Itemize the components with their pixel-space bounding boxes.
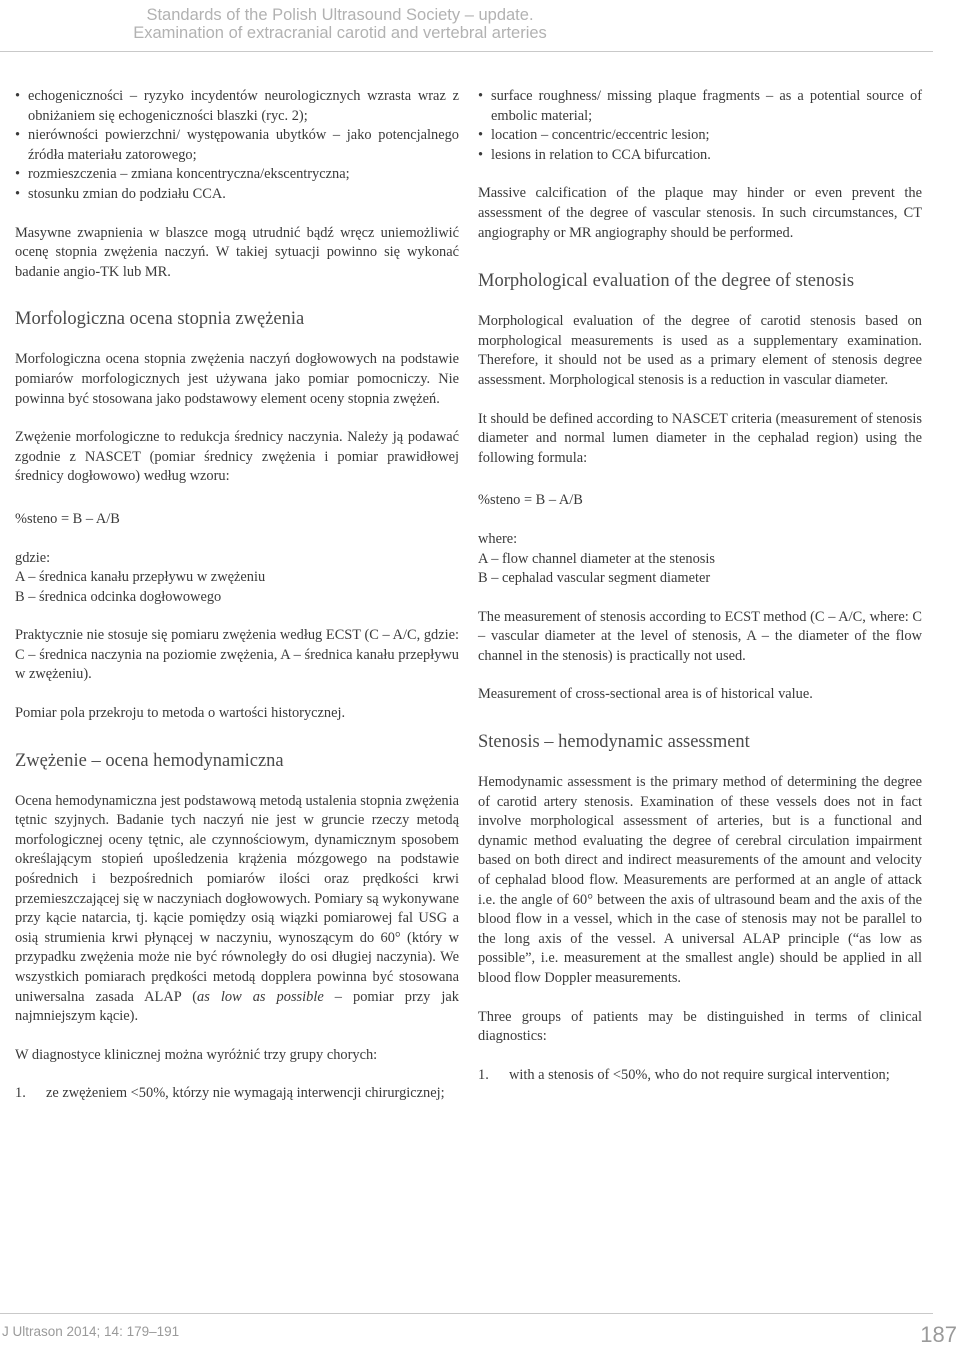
paragraph-area: Pomiar pola przekroju to metoda o wartości historycznej. [15, 705, 346, 722]
section-heading-hemodynamic: Zwężenie – ocena hemodynamiczna [15, 750, 284, 771]
list-number: 1. [15, 1085, 26, 1102]
paragraph-hemodynamic [15, 792, 459, 1027]
where-definition-b: B – średnica odcinka dogłowowego [15, 588, 222, 605]
bullet-list [478, 87, 922, 165]
list-number: 1. [478, 1066, 489, 1083]
list-item: • lesions in relation to CCA bifurcation. [478, 146, 922, 166]
running-head-line-2: Examination of extracranial carotid and vertebral arteries [133, 24, 547, 42]
list-item: • echogeniczności – ryzyko incydentów neurologicznych wzrasta wraz z obniżaniem się echogeniczności blaszki (ryc. 2); [15, 87, 459, 126]
paragraph-morphological-2: Zwężenie morfologiczne to redukcja średnicy naczynia. Należy ją podawać zgodnie z NASCET (pomiar średnicy zwężenia i pomiar prawidłowej średnicy dogłowowo) według wzoru: [15, 429, 459, 485]
list-item: • stosunku zmian do podziału CCA. [15, 185, 459, 205]
paragraph-patient-groups: Three groups of patients may be distinguished in terms of clinical diagnostics: [478, 1008, 922, 1045]
where-label: where: [478, 530, 518, 547]
numbered-list [15, 1084, 459, 1104]
paragraph-ecst: Praktycznie nie stosuje się pomiaru zwężenia według ECST (C – A/C, gdzie: C – średnica naczynia na poziomie zwężenia, A – średnica kanału przepływu w zwężeniu). [15, 627, 459, 683]
bullet-list [15, 87, 459, 205]
list-text: with a stenosis of <50%, who do not require surgical intervention; [509, 1066, 890, 1083]
where-definition-b: B – cephalad vascular segment diameter [478, 570, 711, 587]
right-column [478, 87, 922, 1085]
paragraph-hemodynamic-text-end: – pomiar przy jak najmniejszym kącie). [15, 988, 460, 1025]
section-heading-morphological: Morfologiczna ocena stopnia zwężenia [15, 309, 305, 330]
paragraph-morphological-1: Morphological evaluation of the degree of carotid stenosis based on morphological measurements is used as a supplementary examination. Therefore, it should not be used as a primary element of stenosis degree assessment. Morphological stenosis is a reduction in vascular diameter. [478, 313, 922, 388]
paragraph-calcification: Massive calcification of the plaque may hinder or even prevent the assessment of the degree of vascular stenosis. In such circumstances, CT angiography or MR angiography should be performed. [478, 185, 922, 241]
paragraph-ecst: The measurement of stenosis according to ECST method (C – A/C, where: C – vascular diameter at the level of stenosis, A – the diameter of the flow channel in the stenosis) is practically not used. [478, 608, 922, 664]
list-item: • rozmieszczenia – zmiana koncentryczna/ekscentryczna; [15, 165, 459, 185]
running-head-line-1: Standards of the Polish Ultrasound Society – update. [146, 6, 534, 24]
paragraph-hemodynamic-text: Ocena hemodynamiczna jest podstawową metodą ustalenia stopnia zwężenia tętnic szyjnych. Badanie tych naczyń nie jest w gruncie rzeczy metodą morfologicznej oceny tętnic, ale czynnościowym, dynamicznym sposobem określającym stopień upośledzenia krążenia mózgowego na podstawie pośrednich i bezpośrednich pomiarów ilości oraz prędkości krwi przemieszczającej się w naczyniach dogłowowych. Pomiary są wykonywane przy kącie natarcia, tj. kącie pomiędzy osią wiązki pomiarowej fal USG a osią strumienia krwi płynącej w naczyniu, wynoszącym do 60° (który w przypadku zwężenia może nie być równoległy do osi długiej naczynia). We wszystkich pomiarach prędkości metodą dopplera powinna być stosowana uniwersalna zasada ALAP ( [15, 792, 459, 1005]
paragraph-morphological-1: Morfologiczna ocena stopnia zwężenia naczyń dogłowowych na podstawie pomiarów morfologicznych jest używana jako pomiar pomocniczy. Nie powinna być stosowana jako podstawowy element oceny stopnia zwężeń. [15, 351, 459, 407]
paragraph-morphological-2: It should be defined according to NASCET criteria (measurement of stenosis diameter and normal lumen diameter in the cephalad region) using the following formula: [478, 410, 922, 466]
where-label: gdzie: [15, 549, 51, 566]
journal-citation: J Ultrason 2014; 14: 179–191 [2, 1324, 180, 1339]
list-item: • nierówności powierzchni/ występowania ubytków – jako potencjalnego źródła materiału zatorowego; [15, 126, 459, 165]
list-item [15, 1084, 459, 1104]
paragraph-area: Measurement of cross-sectional area is of historical value. [478, 686, 813, 703]
list-item: • surface roughness/ missing plaque fragments – as a potential source of embolic material; [478, 87, 922, 126]
list-text: ze zwężeniem <50%, którzy nie wymagają interwencji chirurgicznej; [46, 1085, 445, 1102]
formula: %steno = B – A/B [15, 510, 120, 527]
page-number: 187 [920, 1322, 957, 1347]
where-definition-a: A – średnica kanału przepływu w zwężeniu [15, 569, 266, 586]
paragraph-hemodynamic: Hemodynamic assessment is the primary method of determining the degree of carotid artery stenosis. Examination of these vessels does not in fact involve morphological assessment of arteries, but is a functional and dynamic method evaluating the degree of cerebral circulation impairment based on both direct and indirect measurements of the amount and velocity of cephalad blood flow. Measurements are performed at an angle of attack i.e. the angle of 60° between the axis of ultrasound beam and the axis of the blood flow in a vessel, which in the case of stenosis may not be parallel to the long axis of the vessel. A universal ALAP principle (“as low as possible”, i.e. measurement at the smallest angle) should be applied in all blood flow Doppler measurements. [478, 774, 922, 986]
header-divider [0, 51, 933, 52]
alap-expansion: as low as possible [197, 988, 324, 1005]
numbered-list [478, 1066, 922, 1086]
footer-divider [0, 1313, 933, 1314]
section-heading-hemodynamic: Stenosis – hemodynamic assessment [478, 732, 750, 753]
where-definition-a: A – flow channel diameter at the stenosis [478, 550, 715, 567]
paragraph-patient-groups: W diagnostyce klinicznej można wyróżnić trzy grupy chorych: [15, 1046, 378, 1063]
paragraph-calcification: Masywne zwapnienia w blaszce mogą utrudnić bądź wręcz uniemożliwić ocenę stopnia zwężenia naczyń. W takiej sytuacji powinno się wykonać badanie angio-TK lub MR. [15, 224, 459, 280]
running-head [20, 6, 660, 42]
list-item: • location – concentric/eccentric lesion; [478, 126, 922, 146]
section-heading-morphological: Morphological evaluation of the degree of stenosis [478, 271, 855, 292]
list-item [478, 1066, 922, 1086]
formula: %steno = B – A/B [478, 492, 583, 509]
left-column [15, 87, 459, 1104]
